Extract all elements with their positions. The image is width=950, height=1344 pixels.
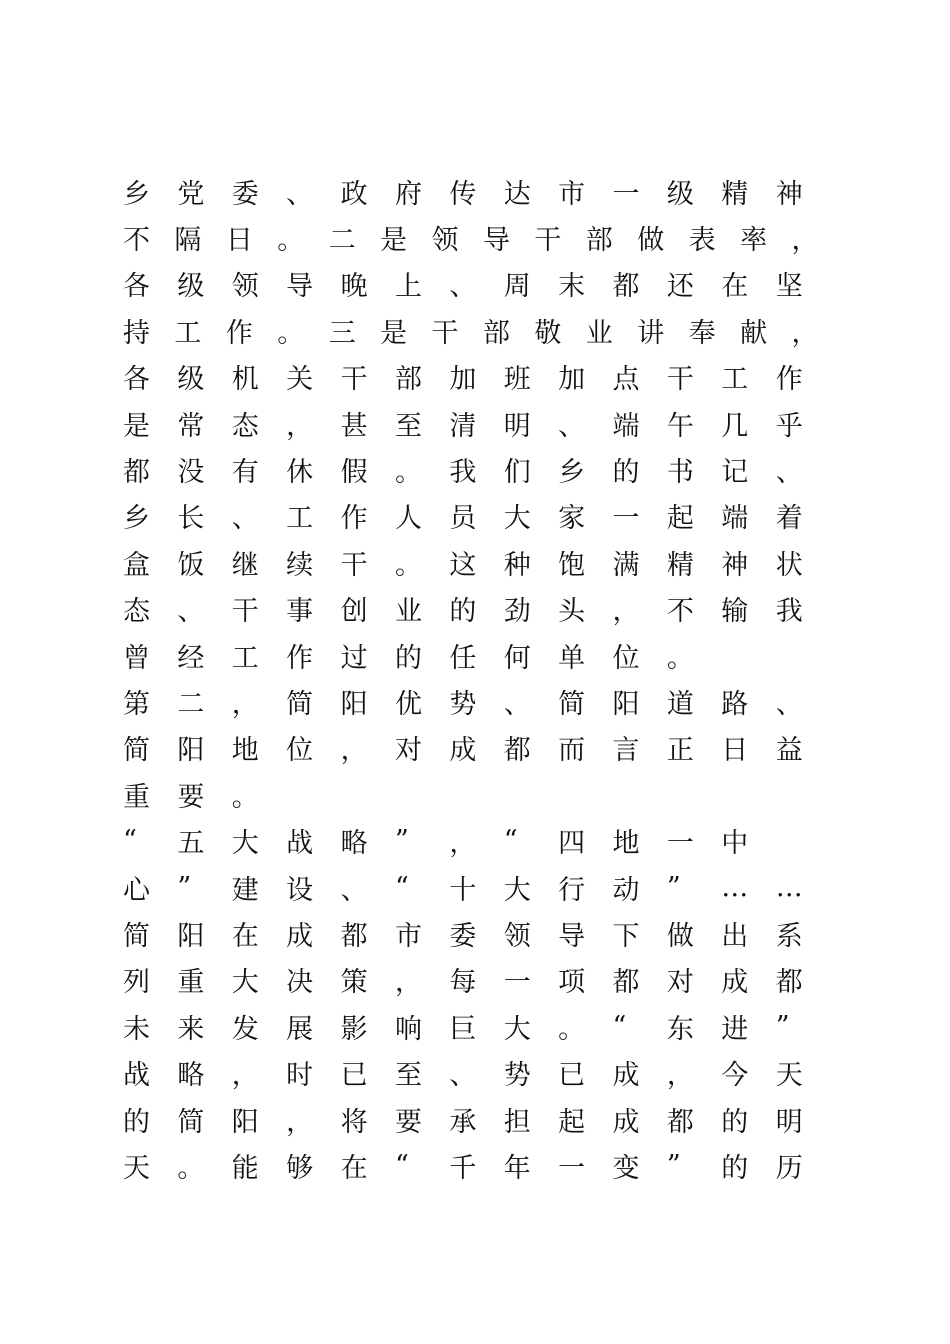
text-line: 简 阳 地 位 ， 对 成 都 而 言 正 日 益 [123, 735, 803, 767]
text-line: 都 没 有 休 假 。 我 们 乡 的 书 记 、 [123, 457, 803, 489]
text-line: 天 。 能 够 在 “ 千 年 一 变 ” 的 历 [123, 1149, 803, 1184]
text-line: 乡 长 、 工 作 人 员 大 家 一 起 端 着 [123, 503, 803, 535]
text-line: 未 来 发 展 影 响 巨 大 。 “ 东 进 ” [123, 1010, 790, 1045]
text-line: 盒 饭 继 续 干 。 这 种 饱 满 精 神 状 [123, 549, 803, 581]
text-line: 乡 党 委 、 政 府 传 达 市 一 级 精 神 [123, 178, 803, 210]
text-line: 是 常 态 ， 甚 至 清 明 、 端 午 几 乎 [123, 410, 803, 442]
body-text [123, 168, 843, 1189]
text-line: 第 二 ， 简 阳 优 势 、 简 阳 道 路 、 [123, 688, 803, 720]
text-line: 各 级 机 关 干 部 加 班 加 点 干 工 作 [123, 364, 803, 396]
text-line: 各 级 领 导 晚 上 、 周 末 都 还 在 坚 [123, 271, 803, 303]
text-line: 心 ” 建 设 、 “ 十 大 行 动 ” … … [123, 871, 803, 906]
text-line: “ 五 大 战 略 ” ， “ 四 地 一 中 [123, 825, 749, 860]
text-line: 战 略 ， 时 已 至 、 势 已 成 ， 今 天 [123, 1060, 803, 1092]
text-line: 态 、 干 事 创 业 的 劲 头 ， 不 输 我 [123, 596, 803, 628]
text-line: 的 简 阳 ， 将 要 承 担 起 成 都 的 明 [123, 1106, 803, 1138]
text-line: 重 要 。 [123, 781, 259, 813]
text-line: 列 重 大 决 策 ， 每 一 项 都 对 成 都 [123, 967, 803, 999]
text-line: 简 阳 在 成 都 市 委 领 导 下 做 出 系 [123, 920, 803, 952]
text-line: 不 隔 日 。 二 是 领 导 干 部 做 表 率 ， [123, 225, 819, 257]
text-line: 曾 经 工 作 过 的 任 何 单 位 。 [123, 642, 694, 674]
text-line: 持 工 作 。 三 是 干 部 敬 业 讲 奉 献 ， [123, 317, 819, 349]
